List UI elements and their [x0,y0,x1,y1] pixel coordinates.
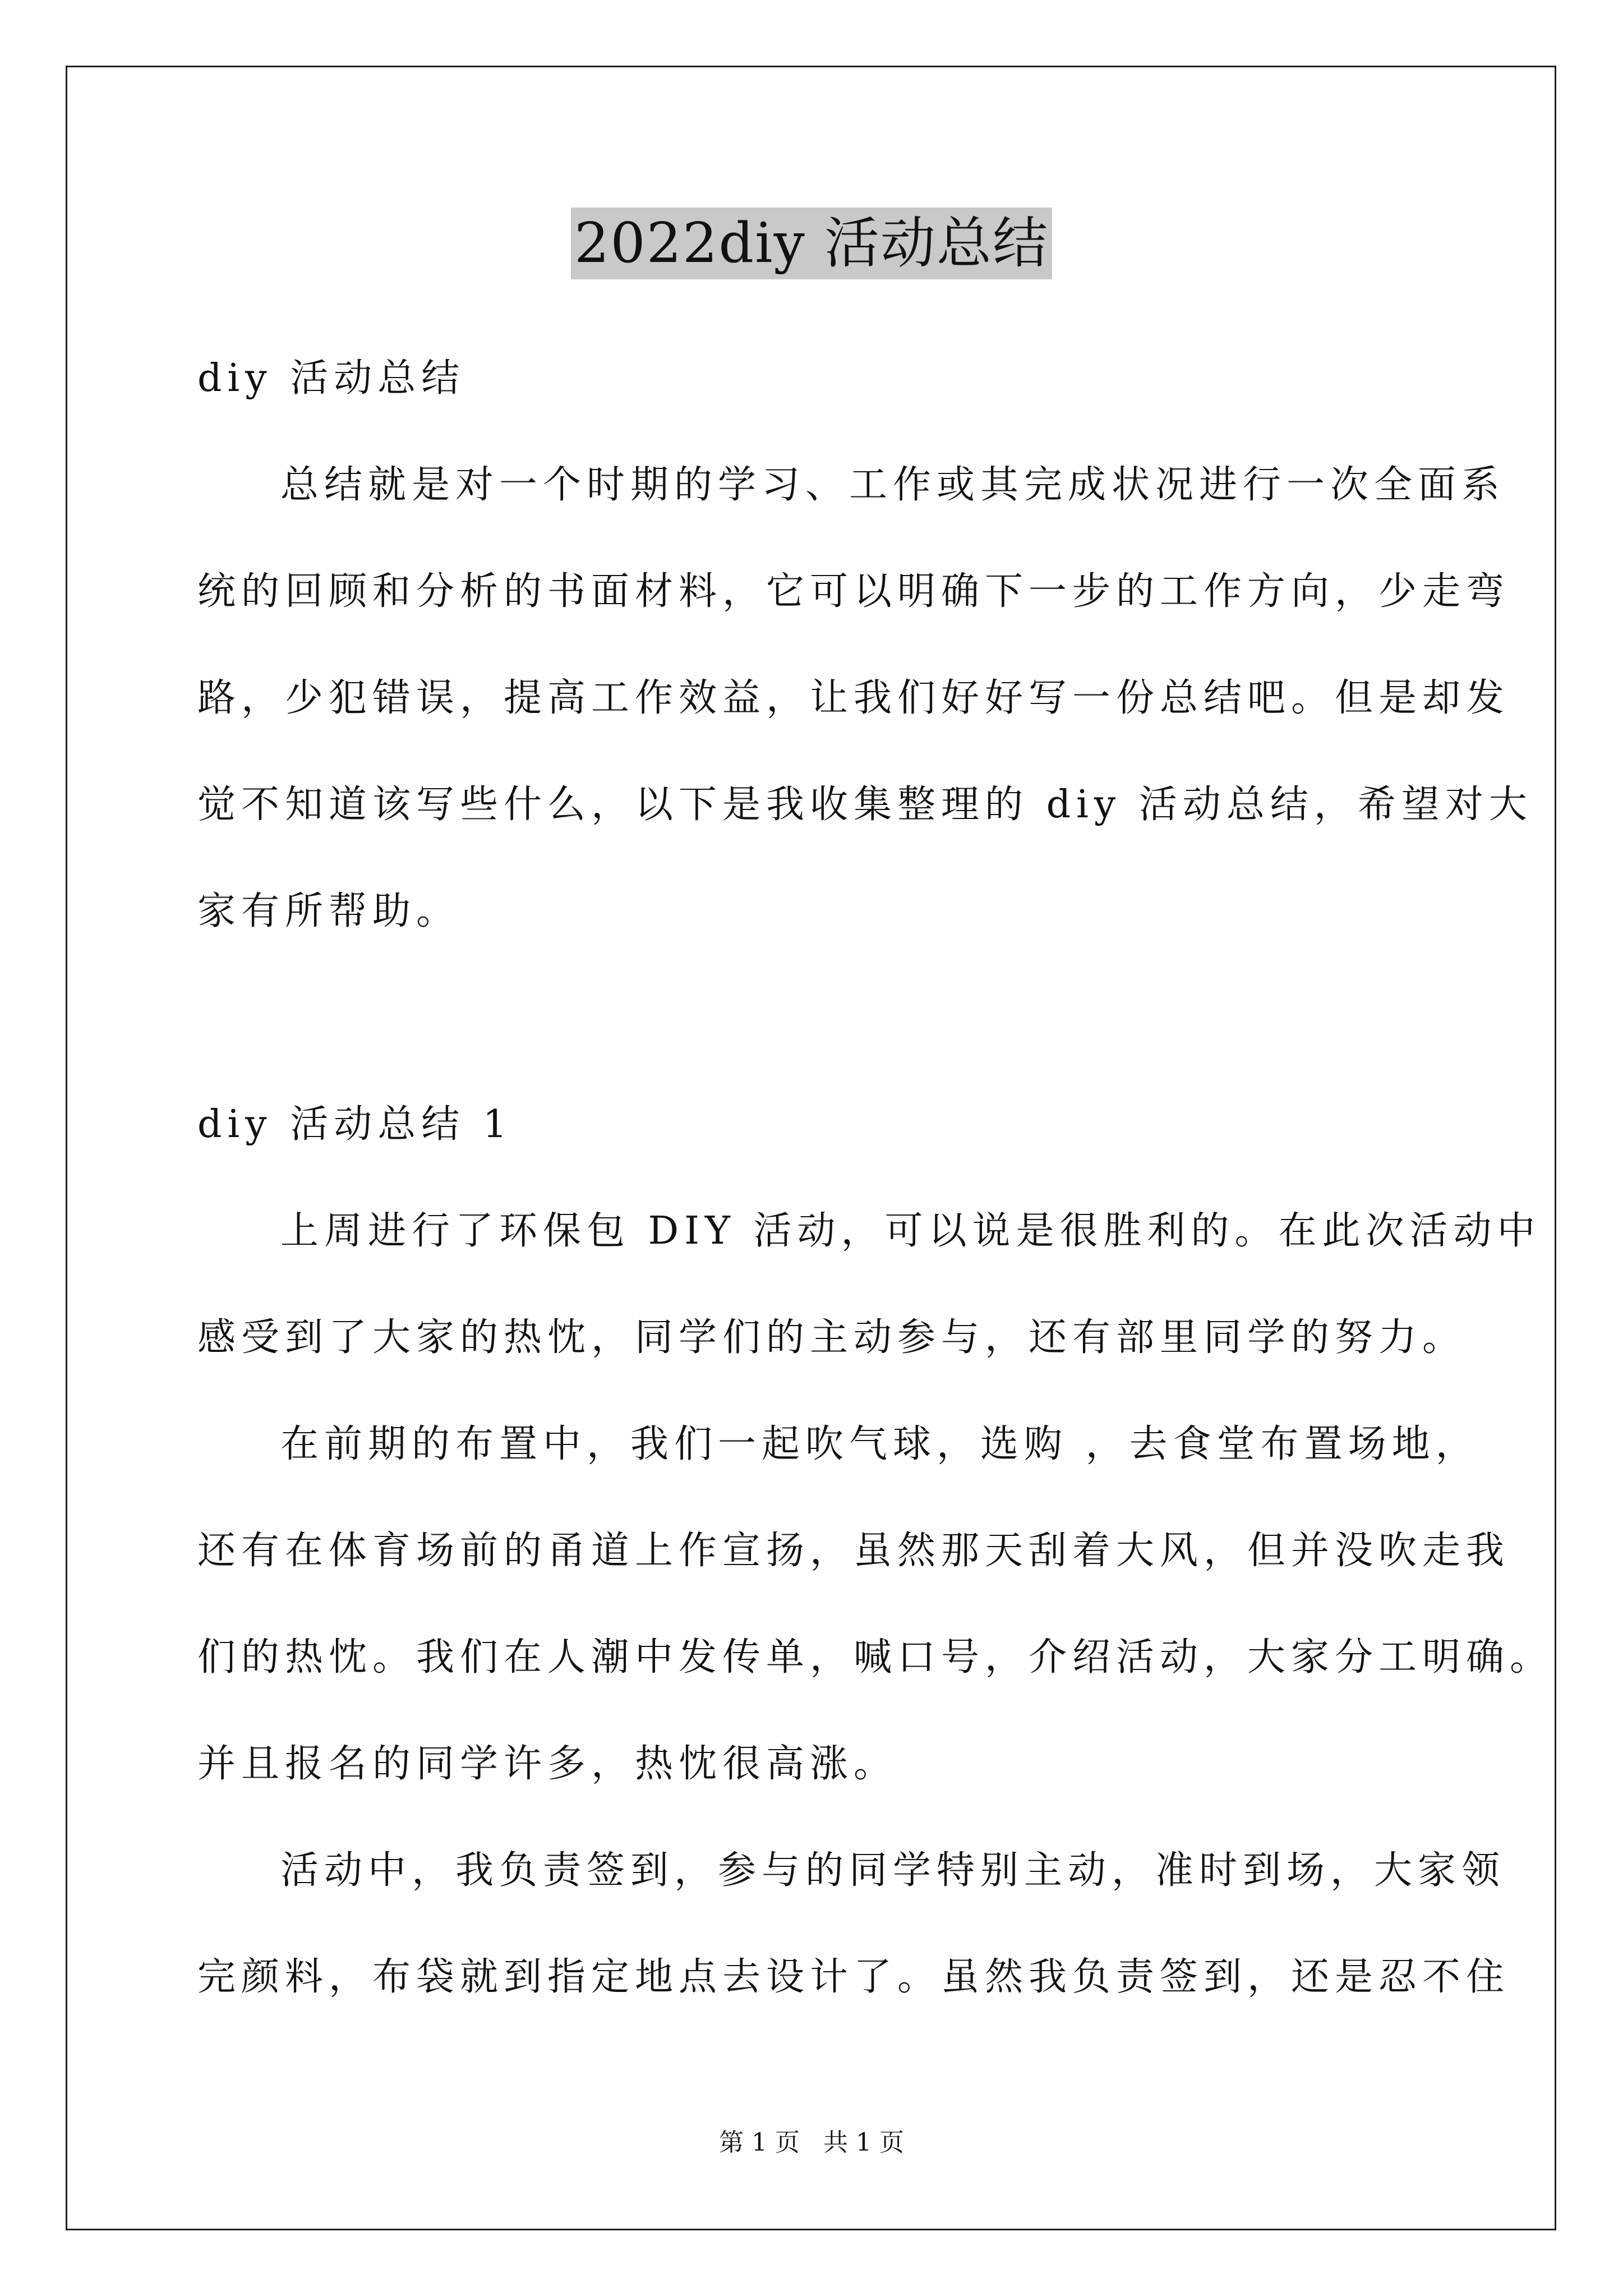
para3-line-2: 完颜料，布袋就到指定地点去设计了。虽然我负责签到，还是忍不住 [197,1955,1510,1999]
intro-line-3: 路，少犯错误，提高工作效益，让我们好好写一份总结吧。但是却发 [197,676,1510,720]
intro-line-2: 统的回顾和分析的书面材料，它可以明确下一步的工作方向，少走弯 [197,569,1510,614]
para1-line-2: 感受到了大家的热忱，同学们的主动参与，还有部里同学的努力。 [197,1315,1467,1360]
page-number-footer: 第 1 页 共 1 页 [719,2128,904,2157]
intro-line-1: 总结就是对一个时期的学习、工作或其完成状况进行一次全面系 [280,463,1506,507]
section-heading-1: diy 活动总结 1 [197,1102,513,1147]
para3-line-1: 活动中，我负责签到，参与的同学特别主动，准时到场，大家领 [280,1848,1506,1893]
para2-line-3: 们的热忱。我们在人潮中发传单，喊口号，介绍活动，大家分工明确。 [197,1635,1554,1680]
intro-line-5: 家有所帮助。 [197,889,460,933]
para1-line-1: 上周进行了环保包 DIY 活动，可以说是很胜利的。在此次活动中 [280,1209,1541,1253]
para2-line-2: 还有在体育场前的甬道上作宣扬，虽然那天刮着大风，但并没吹走我 [197,1529,1510,1573]
para2-line-4: 并且报名的同学许多，热忱很高涨。 [197,1742,898,1786]
document-title: 2022diy 活动总结 [571,208,1052,279]
subheading: diy 活动总结 [197,356,465,401]
intro-line-4: 觉不知道该写些什么，以下是我收集整理的 diy 活动总结，希望对大 [197,783,1533,827]
para2-line-1: 在前期的布置中，我们一起吹气球，选购 ，去食堂布置场地， [280,1422,1479,1466]
title-container [0,208,1623,279]
